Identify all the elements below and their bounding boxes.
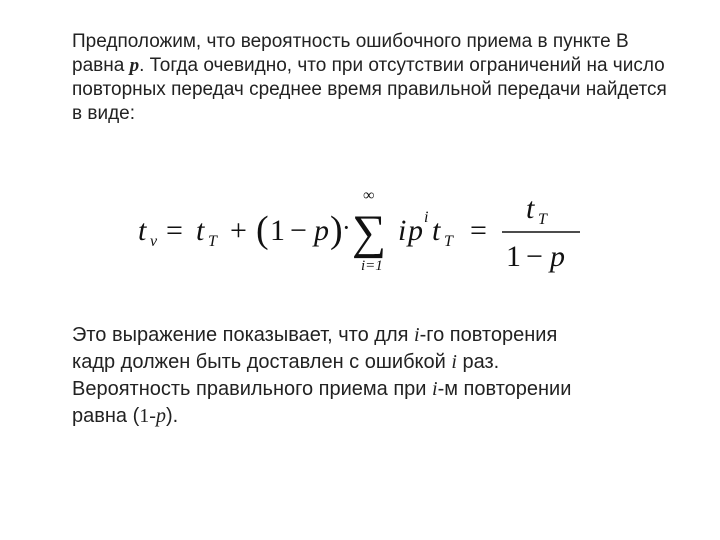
explanation-line-4 [72, 403, 702, 430]
formula [130, 180, 600, 290]
p-variable: p [129, 55, 140, 76]
one-value: 1 [139, 405, 150, 427]
formula-rparen: ) [330, 209, 343, 251]
formula-i: i [398, 214, 407, 247]
intro-text-2: . Тогда очевидно, что при отсутствии ограничений на число повторных передач среднее время правильной передачи найдется в виде: [72, 55, 667, 124]
formula-t-v: t [138, 214, 147, 247]
explanation-line-2 [72, 349, 702, 376]
formula-den-minus: − [526, 240, 543, 273]
i-variable: i [451, 351, 457, 373]
formula-num-t: t [526, 192, 535, 225]
formula-den-one: 1 [506, 240, 521, 273]
explanation-text: Это выражение показывает, что для [72, 324, 415, 346]
formula-sup-i: i [424, 209, 429, 226]
formula-sub-T-1: T [208, 233, 217, 250]
formula-plus: + [230, 214, 247, 247]
formula-sub-v: v [150, 233, 158, 250]
formula-t-T-2: t [432, 214, 441, 247]
formula-p: p [314, 214, 329, 247]
intro-text-1: Предположим, что вероятность ошибочного приема в пункте В равна [72, 31, 629, 76]
formula-equals-2: = [470, 214, 487, 247]
formula-sigma: ∑ [352, 206, 387, 259]
formula-one: 1 [270, 214, 285, 247]
formula-lower-limit: i=1 [361, 258, 383, 274]
i-variable: i [414, 324, 420, 346]
formula-dot: · [342, 213, 351, 242]
dash: - [149, 405, 156, 427]
formula-equals-1: = [166, 214, 183, 247]
formula-sub-T-2: T [444, 233, 453, 250]
explanation-line-3 [72, 376, 702, 403]
formula-svg [130, 180, 600, 290]
explanation-line-1 [72, 322, 702, 349]
intro-paragraph [72, 30, 672, 126]
formula-lparen: ( [256, 209, 269, 251]
explanation-text: равна ( [72, 405, 140, 427]
formula-p-2: p [408, 214, 423, 247]
formula-t-T: t [196, 214, 205, 247]
explanation-text: ). [165, 405, 179, 427]
explanation-text: Вероятность правильного приема при [72, 378, 433, 400]
explanation-text: -го повторения [419, 324, 558, 346]
explanation-text: кадр должен быть доставлен с ошибкой [72, 351, 452, 373]
formula-upper-limit: ∞ [363, 187, 375, 204]
explanation-paragraph [72, 322, 702, 430]
explanation-text: -м повторении [437, 378, 572, 400]
formula-num-sub-T: T [538, 211, 547, 228]
p-variable-2: p [155, 405, 166, 427]
explanation-text: раз. [456, 351, 500, 373]
i-variable: i [432, 378, 438, 400]
formula-den-p: p [550, 240, 565, 273]
formula-minus-1: − [290, 214, 307, 247]
